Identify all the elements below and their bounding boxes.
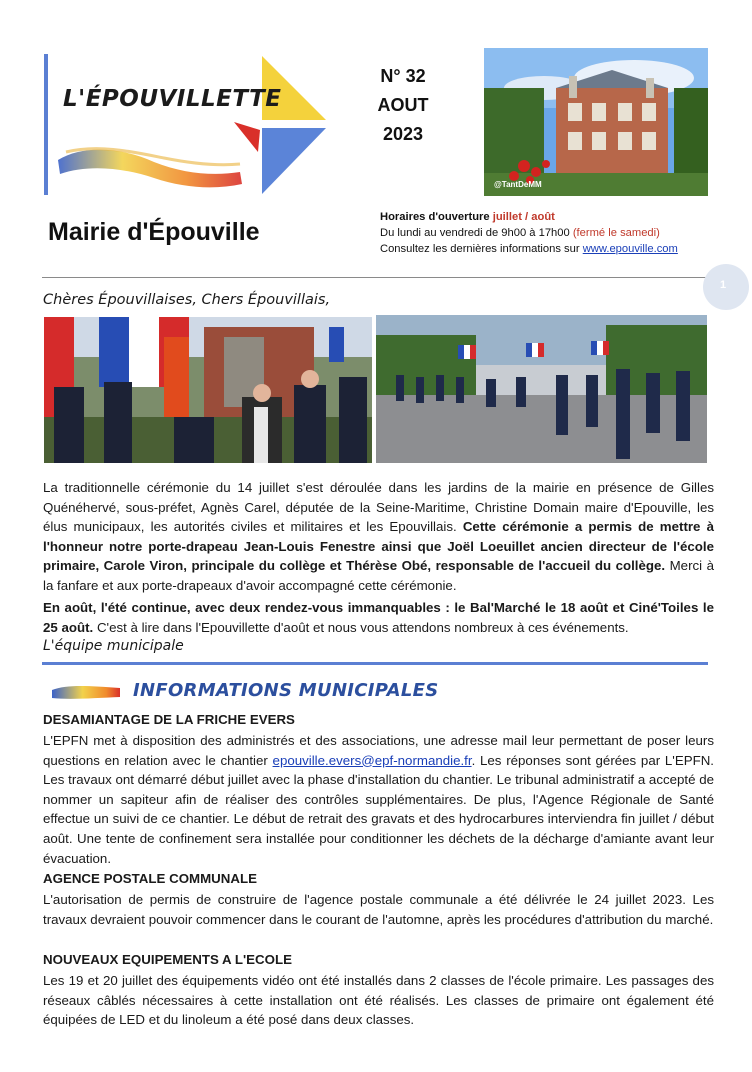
greeting: Chères Épouvillaises, Chers Épouvillais, <box>43 292 331 308</box>
hours-label: Horaires d'ouverture <box>380 211 493 223</box>
editorial-p1-b: Cette cérémonie a permis de mettre à l'honneur notre porte-drapeau Jean-Louis Fenestre ainsi que Joël Loeuillet ancien directeur de l'école primaire, Carole Viron, principale du collège et Thérèse Obé, responsable de l'accueil du collège. <box>43 519 714 574</box>
photo-credit: @TantDeMM <box>494 180 542 189</box>
article-1-text-a: L'EPFN met à disposition des administrés et des associations, une adresse mail leur permettant de poser leurs questions en relation avec le chantier <box>43 733 714 768</box>
article-1-text-b: . Les réponses sont gérées par L'EPFN. Les travaux ont démarré début juillet avec la phase d'installation du chantier. Le tribunal administratif a accepté de nommer un sapiteur afin de réaliser des contrôles supplémentaires. De plus, l'Agence Régionale de Santé effectue un suivi de ce chantier. Le début de retrait des gravats et des hydrocarbures interviendra fin juillet / début août. Une tente de confinement sera installée pour conditionner les déchets de la décharge d'amiante avant leur évacuation. <box>43 752 714 866</box>
section-title: INFORMATIONS MUNICIPALES <box>133 680 439 701</box>
editorial-p1-c: Merci à la fanfare et aux porte-drapeaux d'avoir accompagné cette cérémonie. <box>43 558 714 593</box>
article-heading-asbestos: DESAMIANTAGE DE LA FRICHE EVERS <box>43 712 295 727</box>
page-number: 1 <box>720 279 727 291</box>
editorial-paragraph-2 <box>43 598 714 637</box>
contact-email-link[interactable]: epouville.evers@epf-normandie.fr <box>272 752 472 768</box>
hours-line-3 <box>380 241 678 257</box>
header-divider <box>42 277 708 278</box>
hours-line-1 <box>380 209 678 225</box>
article-text-asbestos <box>43 731 714 868</box>
article-heading-school: NOUVEAUX EQUIPEMENTS A L'ECOLE <box>43 952 292 967</box>
parade-photo <box>376 315 707 463</box>
editorial-paragraph-1 <box>43 478 714 596</box>
editorial-p2-a: En août, l'été continue, avec deux rendez-vous immanquables : le Bal'Marché le 18 août et Ciné'Toiles le 25 août. <box>43 600 714 635</box>
editorial-p2-b: C'est à lire dans l'Epouvillette d'août et nous vous attendons nombreux à ces événements. <box>93 619 629 635</box>
section-divider <box>42 662 708 665</box>
article-heading-post-office: AGENCE POSTALE COMMUNALE <box>43 871 257 886</box>
editorial-p1-a: La traditionnelle cérémonie du 14 juillet s'est déroulée dans les jardins de la mairie en présence de Gilles Quénéhervé, sous-préfet, Agnès Carel, députée de la Seine-Maritime, Christine Domain maire d'Epouville, les élus municipaux, les autorités civiles et militaires et les Epouvillais. <box>43 480 714 535</box>
opening-hours <box>380 209 678 258</box>
consult-text: Consultez les dernières informations sur <box>380 243 583 256</box>
logo-title: L'ÉPOUVILLETTE <box>63 86 282 112</box>
hours-line-2 <box>380 225 678 241</box>
brush-stroke-icon <box>50 680 122 706</box>
ceremony-photo <box>44 317 372 463</box>
signature: L'équipe municipale <box>43 638 184 654</box>
issue-info <box>365 62 441 149</box>
issue-month: AOUT <box>377 95 429 115</box>
hours-period: juillet / août <box>492 211 555 223</box>
epouvillette-logo <box>44 52 334 200</box>
town-hall-title: Mairie d'Épouville <box>48 218 260 246</box>
issue-number: N° 32 <box>380 66 426 86</box>
hours-schedule: Du lundi au vendredi de 9h00 à 17h00 <box>380 227 573 240</box>
town-hall-photo <box>484 48 708 196</box>
article-text-school: Les 19 et 20 juillet des équipements vidéo ont été installés dans 2 classes de l'école primaire. Les passages des réseaux câblés nécessaires à cette installation ont été réalisés. Les classes de primaire ont également été équipées de LED et du linoleum a été posé dans deux classes. <box>43 973 714 1028</box>
hours-closed-note: (fermé le samedi) <box>572 227 660 240</box>
article-text-post-office: L'autorisation de permis de construire de l'agence postale communale a été délivrée le 24 juillet 2023. Les travaux devraient pouvoir commencer dans le courant de l'automne, après les procédures d'attribution du marché. <box>43 892 714 927</box>
issue-year: 2023 <box>382 124 424 144</box>
website-link[interactable]: www.epouville.com <box>582 243 678 256</box>
